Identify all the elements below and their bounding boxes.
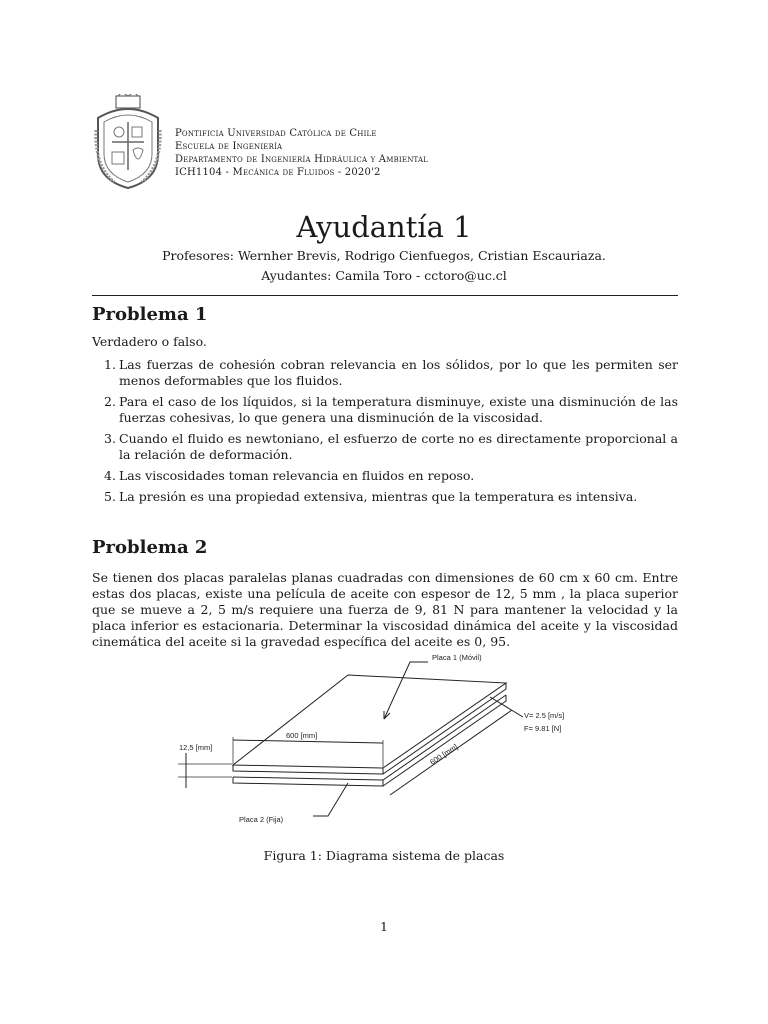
university-seal-icon — [90, 94, 166, 190]
professors-line: Profesores: Wernher Brevis, Rodrigo Cienfuegos, Cristian Escauriaza. — [162, 248, 606, 263]
list-item — [92, 394, 678, 426]
width-label: 600 [mm] — [286, 731, 318, 740]
figure-caption: Figura 1: Diagrama sistema de placas — [263, 848, 505, 863]
thickness-label: 12,5 [mm] — [179, 743, 213, 752]
list-item — [92, 431, 678, 463]
depth-label: 600 [mm] — [428, 742, 460, 767]
width-dimension-line — [233, 740, 383, 743]
list-item — [92, 468, 678, 484]
list-item — [92, 489, 678, 505]
force-label: F= 9.81 [N] — [524, 724, 562, 733]
item-text: Las viscosidades toman relevancia en fluidos en reposo. — [119, 468, 475, 483]
item-number: 2. — [104, 394, 116, 409]
assistants-line: Ayudantes: Camila Toro - cctoro@uc.cl — [261, 268, 507, 283]
problem1-list — [92, 357, 678, 510]
department-line: Departamento de Ingeniería Hidráulica y Ambiental — [175, 154, 429, 165]
plate1-leader — [384, 662, 428, 719]
item-number: 3. — [104, 431, 116, 446]
problem2-statement: Se tienen dos placas paralelas planas cuadradas con dimensiones de 60 cm x 60 cm. Entre estas dos placas, existe una película de aceite con espesor de 12, 5 mm , la placa superior que se mueve a 2, 5 m/s requiere una fuerza de 9, 81 N para mantener la velocidad y la placa inferior es estacionaria. Determinar la viscosidad dinámica del aceite y la viscosidad cinemática del aceite si la gravedad específica del aceite es 0, 95. — [92, 570, 678, 649]
problem1-intro: Verdadero o falso. — [92, 334, 207, 349]
plate2-label: Placa 2 (Fija) — [239, 815, 284, 824]
upper-plate-side — [383, 683, 506, 774]
item-text: Las fuerzas de cohesión cobran relevancia en los sólidos, por lo que les permiten ser menos deformables que los fluidos. — [119, 357, 678, 388]
page-number: 1 — [380, 919, 388, 934]
course-line: ICH1104 - Mecánica de Fluidos - 2020'2 — [175, 167, 381, 178]
school-line: Escuela de Ingeniería — [175, 141, 283, 152]
list-item — [92, 357, 678, 389]
item-text: La presión es una propiedad extensiva, mientras que la temperatura es intensiva. — [119, 489, 638, 504]
upper-plate-top — [233, 675, 506, 768]
plate1-label: Placa 1 (Móvil) — [432, 653, 482, 662]
item-number: 1. — [104, 357, 116, 372]
institution-block — [175, 127, 428, 179]
document-title: Ayudantía 1 — [296, 210, 472, 244]
institution-line: Pontificia Universidad Católica de Chile — [175, 128, 377, 139]
lower-plate-side — [383, 695, 506, 786]
item-text: Para el caso de los líquidos, si la temperatura disminuye, existe una disminución de las fuerzas cohesivas, lo que genera una disminución de la viscosidad. — [119, 394, 678, 425]
velocity-label: V= 2.5 [m/s] — [524, 711, 565, 720]
title-divider — [92, 295, 678, 296]
problem2-heading: Problema 2 — [92, 537, 208, 558]
item-number: 4. — [104, 468, 116, 483]
plates-diagram — [178, 645, 598, 830]
problem1-heading: Problema 1 — [92, 304, 208, 325]
item-number: 5. — [104, 489, 116, 504]
plate2-leader — [313, 783, 348, 816]
item-text: Cuando el fluido es newtoniano, el esfuerzo de corte no es directamente proporcional a la relación de deformación. — [119, 431, 678, 462]
